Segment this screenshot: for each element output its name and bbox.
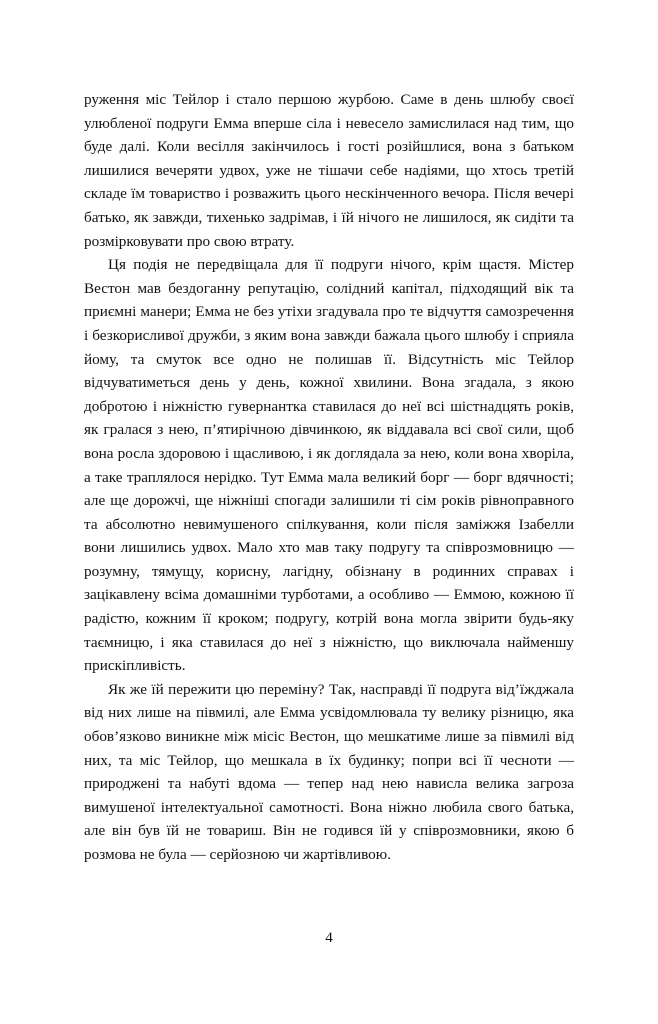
paragraph: руження міс Тейлор і стало першою журбою. Саме в день шлюбу своєї улюбленої подруги Емма вперше сіла і невесело замислилася над тим, що буде далі. Коли весілля закінчилось і гості розійшлися, вона з батьком лишилися вечеряти удвох, уже не тішачи себе надіями, що хтось третій складе їм товариство і розважить цього нескінченного вечора. Після вечері батько, як завжди, тихенько задрімав, і їй нічого не лишилося, як сидіти та розмірковувати про свою втрату. [84, 91, 574, 250]
page-number: 4 [325, 929, 333, 946]
paragraph: Як же їй пережити цю переміну? Так, насправді її подруга від’їжджала від них лише на півмилі, але Емма усвідомлювала ту велику різницю, яка обов’язково виникне між місіс Вестон, що мешкатиме лише за півмилі від них, та міс Тейлор, що мешкала в їх будинку; попри всі її чесноти — природжені та набуті вдома — тепер над нею нависла велика загроза вимушеної інтелектуальної самотності. Вона ніжно любила свого батька, але він був їй не товариш. Він не годився їй у співрозмовники, якою б розмова не була — серйозною чи жартівливою. [84, 680, 574, 863]
page-body [84, 88, 574, 867]
paragraph: Ця подія не передвіщала для її подруги нічого, крім щастя. Містер Вестон мав бездоганну репутацію, солідний капітал, підходящий вік та приємні манери; Емма не без утіхи згадувала про те відчуття самозречення і безкорисливої дружби, з яким вона завжди бажала цього шлюбу і сприяла йому, та смуток все одно не полишав її. Відсутність міс Тейлор відчуватиметься день у день, кожної хвилини. Вона згадала, з якою добротою і ніжністю гувернантка ставилася до неї всі шістнадцять років, як гралася з нею, п’ятирічною дівчинкою, як віддавала всі свої сили, щоб вона росла здоровою і щасливою, і як доглядала за нею, коли вона хворіла, а таке траплялося нерідко. Тут Емма мала великий борг — борг вдячності; але ще дорожчі, ще ніжніші спогади залишили ті сім років рівноправного та абсолютно невимушеного спілкування, коли після заміжжя Ізабелли вони лишились удвох. Мало хто мав таку подругу та співрозмовницю — розумну, тямущу, корисну, лагідну, обізнану в родинних справах і зацікавлену всіма домашніми турботами, а особливо — Еммою, кожною її радістю, кожним її кроком; подругу, котрій вона могла звірити будь-яку таємницю, і яка ставилася до неї з ніжністю, що виключала найменшу прискіпливість. [84, 256, 574, 675]
